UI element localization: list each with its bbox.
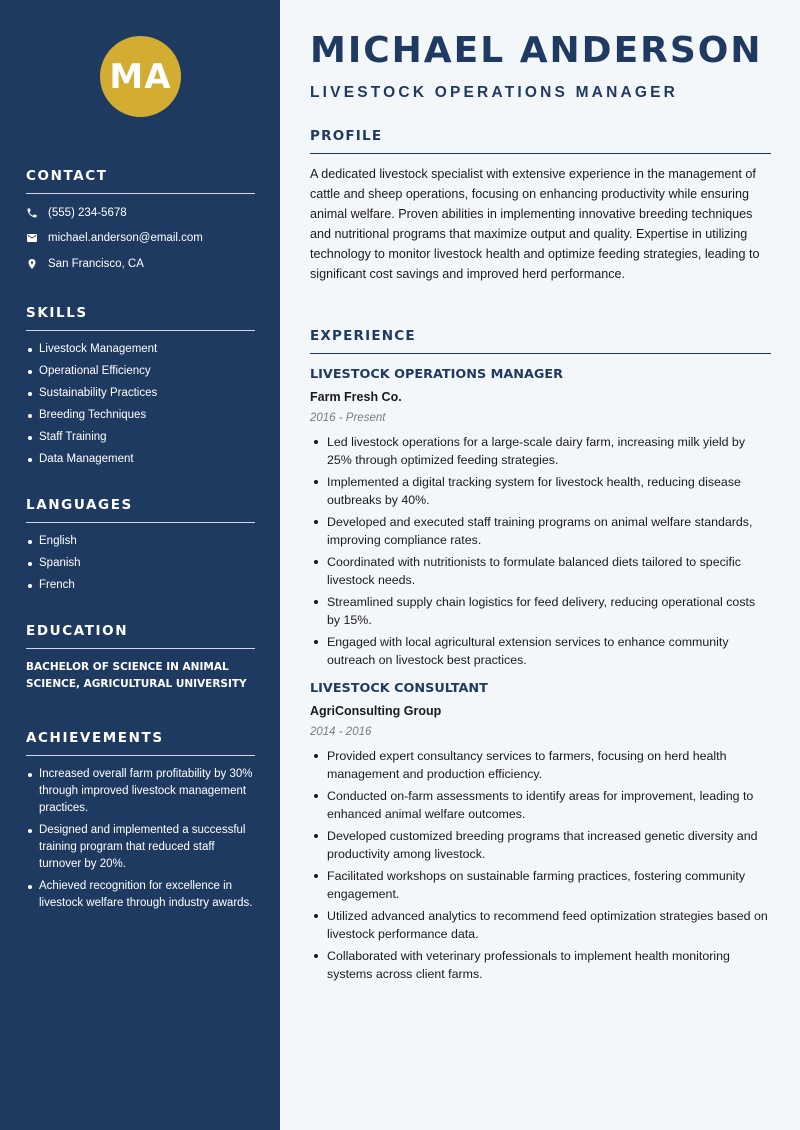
skill-item: Operational Efficiency bbox=[26, 363, 255, 380]
contact-heading: CONTACT bbox=[26, 168, 255, 194]
job-entry bbox=[310, 681, 771, 983]
candidate-title: LIVESTOCK OPERATIONS MANAGER bbox=[310, 84, 679, 101]
skills-list bbox=[26, 341, 255, 468]
sidebar bbox=[0, 0, 280, 1130]
job-bullet: Developed and executed staff training programs on animal welfare standards, improving compliance rates. bbox=[310, 513, 771, 549]
languages-heading: LANGUAGES bbox=[26, 497, 255, 523]
job-bullet: Facilitated workshops on sustainable farming practices, fostering community engagement. bbox=[310, 867, 771, 903]
skills-heading: SKILLS bbox=[26, 305, 255, 331]
job-title: LIVESTOCK OPERATIONS MANAGER bbox=[310, 367, 564, 382]
job-dates: 2014 - 2016 bbox=[310, 726, 372, 738]
initials-avatar bbox=[100, 36, 181, 117]
contact-phone bbox=[26, 200, 255, 226]
experience-heading: EXPERIENCE bbox=[310, 328, 771, 354]
education-section bbox=[26, 623, 255, 693]
skills-section bbox=[26, 305, 255, 473]
experience-section bbox=[310, 328, 771, 987]
contact-section bbox=[26, 168, 255, 277]
profile-section bbox=[310, 128, 771, 284]
location-text: San Francisco, CA bbox=[48, 257, 144, 270]
email-icon bbox=[26, 232, 48, 244]
phone-text[interactable]: (555) 234-5678 bbox=[48, 206, 127, 219]
language-item: Spanish bbox=[26, 555, 255, 572]
skill-item: Breeding Techniques bbox=[26, 407, 255, 424]
job-bullets bbox=[310, 433, 771, 669]
job-company: Farm Fresh Co. bbox=[310, 390, 402, 404]
achievements-list bbox=[26, 766, 255, 912]
achievement-item: Designed and implemented a successful training program that reduced staff turnover by 20%. bbox=[26, 822, 255, 873]
contact-location bbox=[26, 251, 255, 277]
skill-item: Data Management bbox=[26, 451, 255, 468]
job-bullet: Coordinated with nutritionists to formulate balanced diets tailored to specific livestock needs. bbox=[310, 553, 771, 589]
location-pin-icon bbox=[26, 258, 48, 270]
language-item: English bbox=[26, 533, 255, 550]
candidate-name: MICHAEL ANDERSON bbox=[310, 30, 763, 71]
profile-heading: PROFILE bbox=[310, 128, 771, 154]
job-entry bbox=[310, 367, 771, 669]
education-heading: EDUCATION bbox=[26, 623, 255, 649]
job-company: AgriConsulting Group bbox=[310, 704, 442, 718]
job-bullet: Implemented a digital tracking system for livestock health, reducing disease outbreaks by 40%. bbox=[310, 473, 771, 509]
achievement-item: Achieved recognition for excellence in livestock welfare through industry awards. bbox=[26, 878, 255, 912]
skill-item: Staff Training bbox=[26, 429, 255, 446]
languages-section bbox=[26, 497, 255, 599]
job-bullet: Developed customized breeding programs that increased genetic diversity and productivity among livestock. bbox=[310, 827, 771, 863]
job-bullet: Conducted on-farm assessments to identify areas for improvement, leading to enhanced animal welfare outcomes. bbox=[310, 787, 771, 823]
achievements-heading: ACHIEVEMENTS bbox=[26, 730, 255, 756]
phone-icon bbox=[26, 207, 48, 219]
language-item: French bbox=[26, 577, 255, 594]
achievement-item: Increased overall farm profitability by 30% through improved livestock management practices. bbox=[26, 766, 255, 817]
contact-email bbox=[26, 226, 255, 252]
profile-text: A dedicated livestock specialist with extensive experience in the management of cattle and sheep operations, focusing on enhancing productivity while ensuring animal welfare. Proven abilities in implementing innovative breeding techniques and nutritional programs that maximize output and quality. Expertise in utilizing technology to monitor livestock health and optimize feeding strategies, leading to significant cost savings and improved herd performance. bbox=[310, 167, 760, 281]
skill-item: Livestock Management bbox=[26, 341, 255, 358]
job-bullets bbox=[310, 747, 771, 983]
job-bullet: Engaged with local agricultural extension services to enhance community outreach on livestock best practices. bbox=[310, 633, 771, 669]
job-bullet: Utilized advanced analytics to recommend feed optimization strategies based on livestock performance data. bbox=[310, 907, 771, 943]
job-dates: 2016 - Present bbox=[310, 412, 386, 424]
avatar-initials: MA bbox=[109, 56, 172, 97]
skill-item: Sustainability Practices bbox=[26, 385, 255, 402]
languages-list bbox=[26, 533, 255, 594]
job-bullet: Led livestock operations for a large-scale dairy farm, increasing milk yield by 25% through optimized feeding strategies. bbox=[310, 433, 771, 469]
job-bullet: Streamlined supply chain logistics for feed delivery, reducing operational costs by 15%. bbox=[310, 593, 771, 629]
job-bullet: Provided expert consultancy services to farmers, focusing on herd health management and production efficiency. bbox=[310, 747, 771, 783]
education-degree: BACHELOR OF SCIENCE IN ANIMAL SCIENCE, AGRICULTURAL UNIVERSITY bbox=[26, 661, 247, 690]
achievements-section bbox=[26, 730, 255, 917]
email-text[interactable]: michael.anderson@email.com bbox=[48, 232, 203, 245]
job-bullet: Collaborated with veterinary professionals to implement health monitoring systems across client farms. bbox=[310, 947, 771, 983]
job-title: LIVESTOCK CONSULTANT bbox=[310, 681, 488, 696]
